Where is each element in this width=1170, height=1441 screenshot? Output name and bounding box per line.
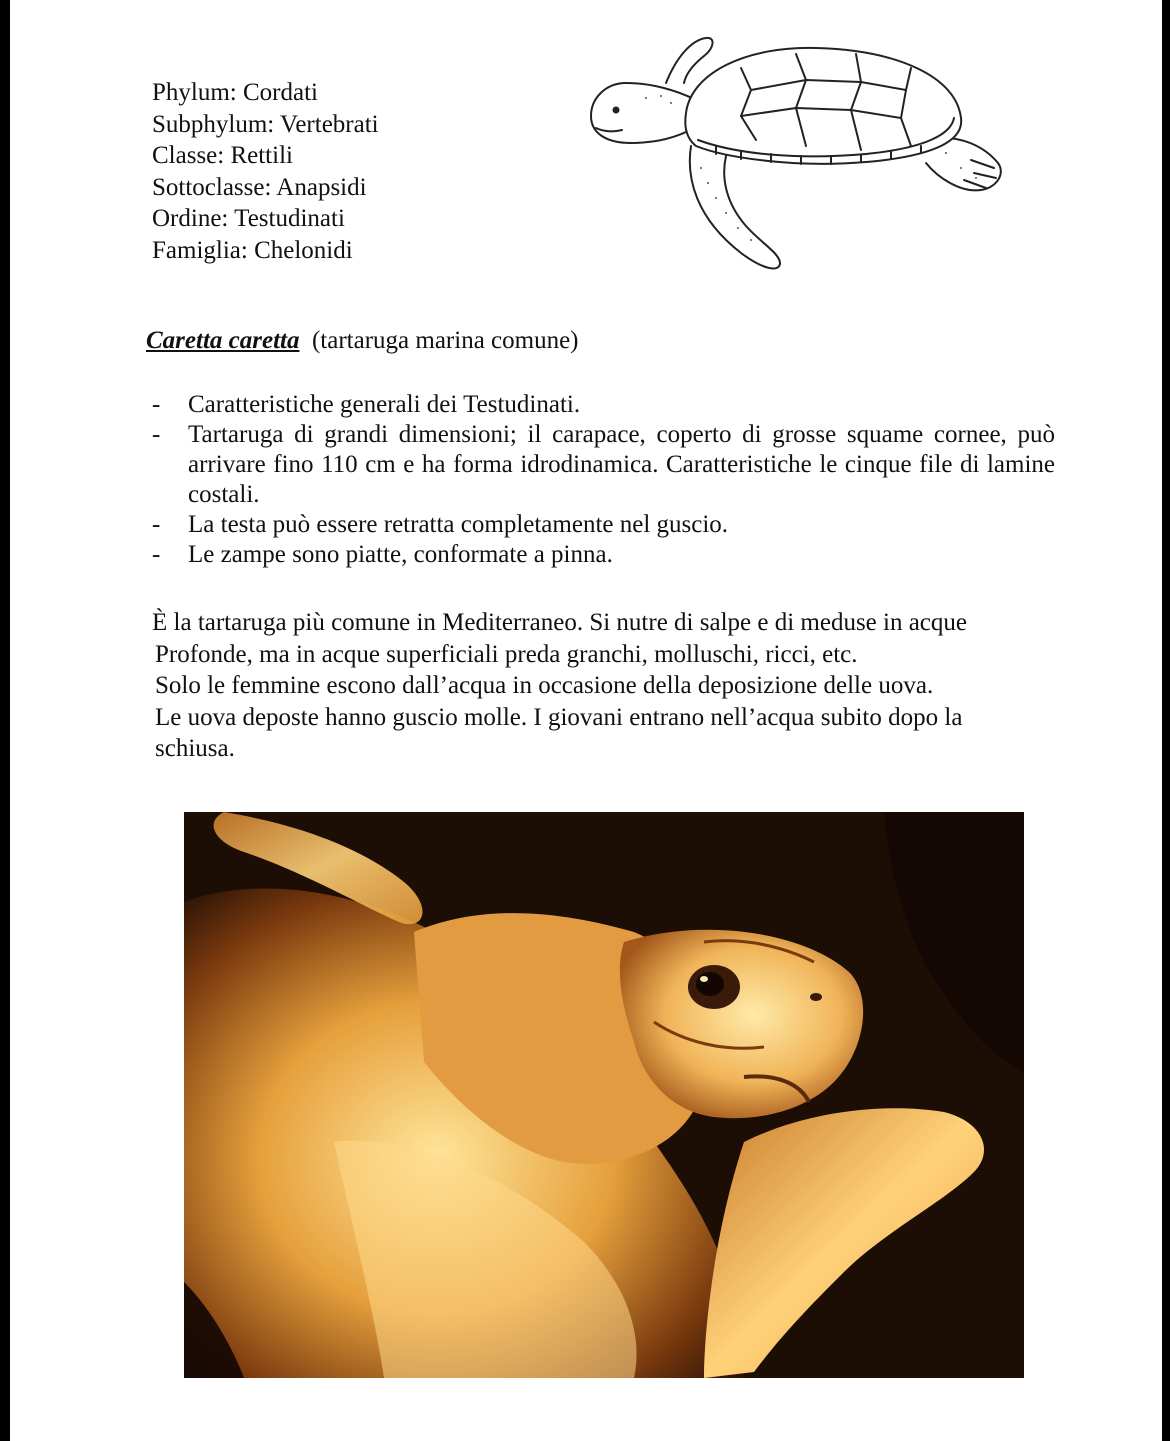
characteristics-list — [150, 390, 1055, 570]
species-heading — [146, 327, 579, 355]
bullet-marker: - — [152, 511, 161, 538]
description-line: schiusa. — [155, 735, 235, 762]
description-line: Le uova deposte hanno guscio molle. I giovani entrano nell’acqua subito dopo la — [155, 703, 963, 731]
bullet-marker: - — [152, 541, 161, 568]
taxonomy-phylum: Phylum: Cordati — [152, 79, 318, 106]
taxonomy-class: Classe: Rettili — [152, 142, 293, 169]
description-paragraph — [152, 607, 1062, 765]
list-item-text: Caratteristiche generali dei Testudinati. — [188, 391, 581, 418]
description-line: È la tartaruga più comune in Mediterraneo. Si nutre di salpe e di meduse in acque — [152, 609, 968, 636]
document-page — [10, 0, 1162, 1441]
list-item-text: Tartaruga di grandi dimensioni; il carapace, coperto di grosse squame cornee, può arrivare fino 110 cm e ha forma idrodinamica. Caratteristiche le cinque file di lamine costali. — [188, 421, 1055, 508]
bullet-marker: - — [152, 391, 161, 418]
list-item — [150, 540, 1055, 570]
list-item-text: La testa può essere retratta completamente nel guscio. — [188, 511, 729, 538]
taxonomy-list — [152, 77, 379, 266]
list-item-text: Le zampe sono piatte, conformate a pinna. — [188, 541, 613, 568]
list-item — [150, 390, 1055, 420]
description-line: Profonde, ma in acque superficiali preda granchi, molluschi, ricci, etc. — [155, 640, 858, 668]
bullet-marker: - — [152, 421, 161, 448]
taxonomy-order: Ordine: Testudinati — [152, 205, 345, 232]
taxonomy-subclass: Sottoclasse: Anapsidi — [152, 173, 367, 201]
taxonomy-family: Famiglia: Chelonidi — [152, 236, 353, 264]
species-scientific-name: Caretta caretta — [146, 327, 300, 354]
list-item — [150, 510, 1055, 540]
species-common-name: (tartaruga marina comune) — [311, 327, 579, 354]
taxonomy-subphylum: Subphylum: Vertebrati — [152, 110, 379, 138]
description-line: Solo le femmine escono dall’acqua in occasione della deposizione delle uova. — [155, 672, 934, 699]
turtle-photo — [184, 812, 1024, 1378]
turtle-line-drawing — [566, 28, 1026, 288]
list-item — [150, 420, 1055, 510]
